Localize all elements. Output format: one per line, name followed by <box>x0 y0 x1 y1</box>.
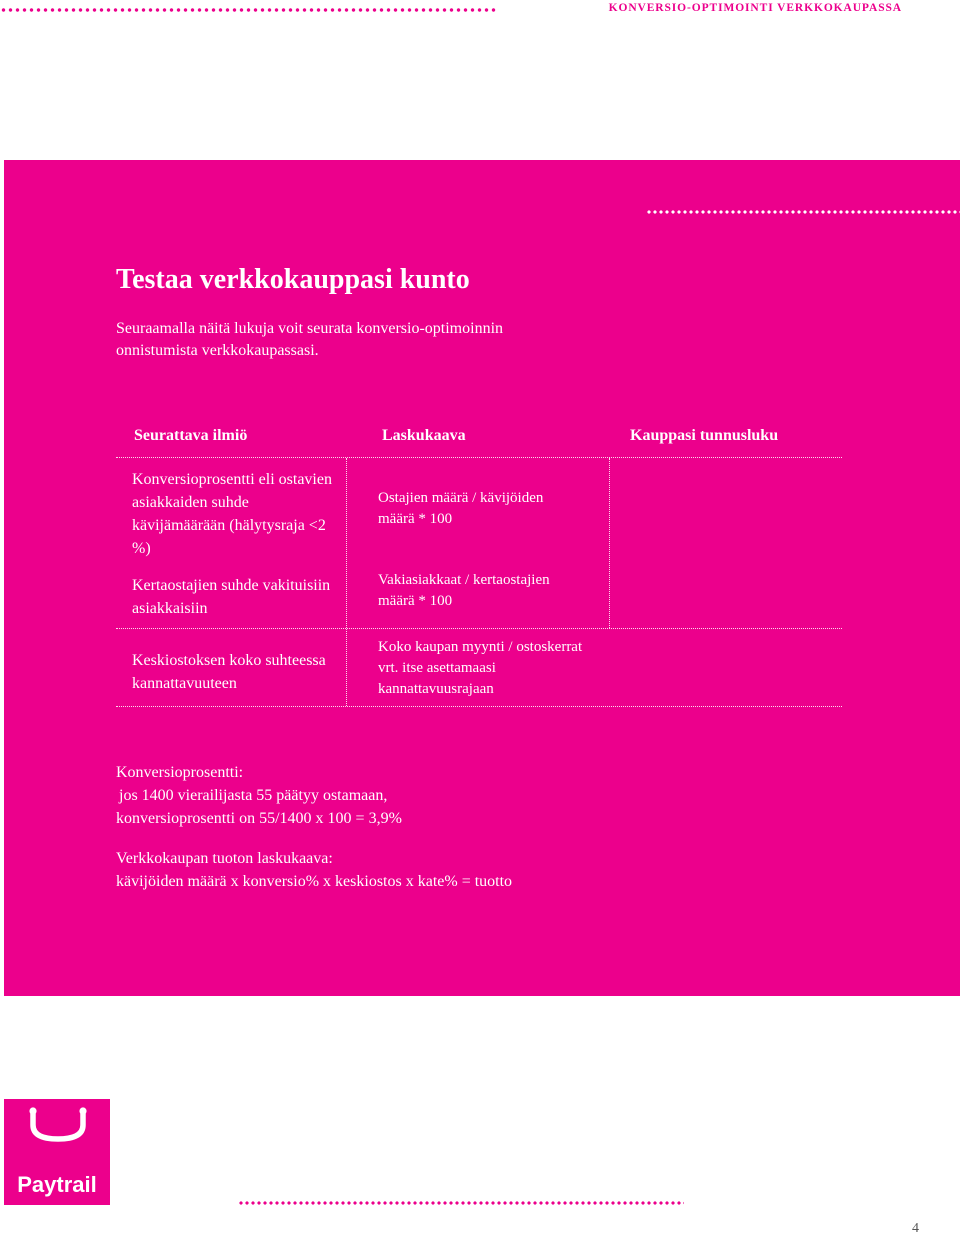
conversion-example-line2: konversioprosentti on 55/1400 x 100 = 3,9% <box>116 810 402 827</box>
decorative-dots-top <box>0 7 496 13</box>
decorative-dots-panel <box>646 209 960 215</box>
panel-intro: Seuraamalla näitä lukuja voit seurata konversio-optimoinnin onnistumista verkkokaupassasi. <box>116 320 504 359</box>
table-cell-formula: Vakiasiakkaat / kertaostajien määrä * 100 <box>378 572 550 609</box>
revenue-formula: kävijöiden määrä x konversio% x keskiostos x kate% = tuotto <box>116 873 513 890</box>
page-number: 4 <box>912 1221 919 1236</box>
paytrail-logo <box>4 1099 110 1205</box>
table-header-phenomenon: Seurattava ilmiö <box>134 427 248 444</box>
revenue-label: Verkkokaupan tuoton laskukaava: <box>116 850 333 867</box>
table-cell-formula: Koko kaupan myynti / ostoskerrat vrt. itse asettamaasi kannattavuusrajaan <box>378 639 583 697</box>
table-header-formula: Laskukaava <box>382 427 466 444</box>
table-column-divider <box>346 458 347 706</box>
table-header-value: Kauppasi tunnusluku <box>630 427 779 444</box>
table-divider <box>116 457 842 458</box>
table-cell-formula: Ostajien määrä / kävijöiden määrä * 100 <box>378 490 544 527</box>
header-title: KONVERSIO-OPTIMOINTI VERKKOKAUPASSA <box>608 2 902 14</box>
table-cell-phenomenon: Kertaostajien suhde vakituisiin asiakkaisiin <box>132 577 331 617</box>
table-cell-phenomenon: Keskiostoksen koko suhteessa kannattavuuteen <box>132 652 326 692</box>
conversion-example-line1: jos 1400 vierailijasta 55 päätyy ostamaan, <box>119 787 388 804</box>
decorative-dots-bottom <box>238 1200 684 1206</box>
logo-text: Paytrail <box>17 1172 97 1197</box>
table-divider <box>116 706 842 707</box>
conversion-label: Konversioprosentti: <box>116 764 244 781</box>
table-divider <box>116 628 842 629</box>
table-cell-phenomenon: Konversioprosentti eli ostavien asiakkaiden suhde kävijämäärään (hälytysraja <2 %) <box>132 471 332 557</box>
info-panel <box>4 160 960 996</box>
table-column-divider <box>609 458 610 628</box>
smile-bag-icon <box>4 1099 110 1169</box>
panel-title: Testaa verkkokauppasi kunto <box>116 264 470 295</box>
